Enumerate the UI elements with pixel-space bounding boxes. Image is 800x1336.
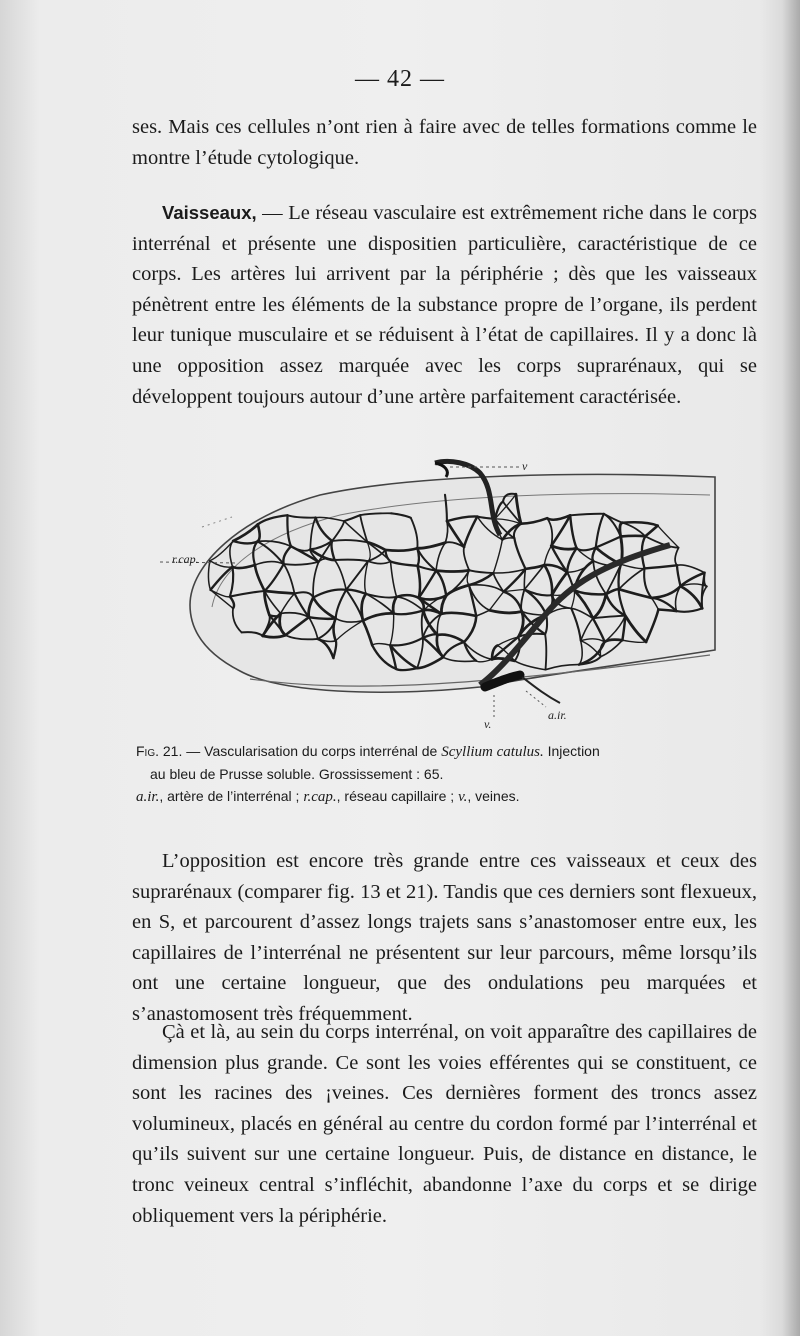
figure-caption: [136, 740, 756, 808]
caption-fig-ref: Fig. 21.: [136, 743, 183, 759]
paragraph-vessels-text: [132, 198, 757, 412]
paragraph-opposition: [132, 846, 757, 1030]
section-heading-vaisseaux: Vaisseaux,: [162, 202, 257, 223]
caption-line-1: [136, 740, 756, 763]
caption-abbr-v: v.: [458, 789, 468, 805]
label-rcap: r.cap.: [172, 552, 199, 566]
figure-21: [150, 455, 740, 730]
page-edge-shadow: [782, 0, 800, 1336]
caption-abbr-rcap: r.cap.: [303, 789, 337, 805]
artery-interrenal: [522, 677, 560, 703]
paragraph-veins: [132, 1017, 757, 1231]
page-number: — 42 —: [355, 66, 445, 92]
caption-v-text: , veines.: [467, 788, 520, 804]
paragraph-top: [132, 112, 757, 173]
vascular-network-illustration: [150, 455, 740, 730]
caption-air-text: , artère de l’interrénal ;: [159, 788, 304, 804]
organ-outline: [190, 474, 715, 692]
paragraph-top-text: ses. Mais ces cellules n’ont rien à faire avec de telles formations comme le montre l’étude cytologique.: [132, 116, 757, 169]
caption-title-text: — Vascularisation du corps interrénal de: [182, 743, 442, 759]
paragraph-opposition-text: L’opposition est encore très grande entre ces vaisseaux et ceux des suprarénaux (comparer fig. 13 et 21). Tandis que ces derniers sont flexueux, en S, et parcourent d’assez longs trajets sans s’anastomoser entre eux, les capillaires de l’interrénal ne présentent sur leur parcours, même lorsqu’ils ont une certaine longueur, que des ondulations peu marquées et s’anastomosent très fréquemment.: [132, 850, 757, 1025]
caption-line-3: [136, 785, 756, 808]
capillary-segment: [436, 570, 469, 571]
capillary-segment: [658, 610, 676, 612]
paragraph-vessels-body: — Le réseau vasculaire est extrêmement riche dans le corps interrénal et présente une dispositien particulière, caractéristique de ce corps. Les artères lui arrivent par la périphérie ; dès que les vaisseaux pénètrent entre les éléments de la substance propre de l’organe, ils perdent leur tunique musculaire et se réduisent à l’état de capillaires. Il y a donc là une opposition assez marquée avec les corps suprarénaux, qui se développent toujours autour d’une artère parfaitement caractérisée.: [132, 202, 757, 408]
caption-abbr-air: a.ir.: [136, 789, 160, 805]
caption-line-2: au bleu de Prusse soluble. Grossissement : 65.: [150, 766, 444, 782]
paragraph-veins-text: Çà et là, au sein du corps interrénal, on voit apparaître des capillaires de dimension plus grande. Ce sont les voies efférentes qui se constituent, ce sont les racines des ¡veines. Ces dernières forment des troncs assez volumineux, placés en général au centre du cordon formé par l’interrénal et qu’ils suivent sur une certaine longueur. Puis, de distance en distance, le tronc veineux central s’infléchit, abandonne l’axe du corps et se dirige obliquement vers la périphérie.: [132, 1021, 757, 1227]
capillary-segment: [621, 536, 646, 537]
caption-rcap-text: , réseau capillaire ;: [336, 788, 459, 804]
caption-injection: Injection: [543, 743, 600, 759]
label-air: a.ir.: [548, 708, 567, 722]
paragraph-vessels: [132, 198, 757, 412]
caption-species: Scyllium catulus.: [441, 744, 544, 760]
label-v-top: v: [522, 459, 528, 473]
label-v-bottom: v.: [484, 717, 492, 730]
